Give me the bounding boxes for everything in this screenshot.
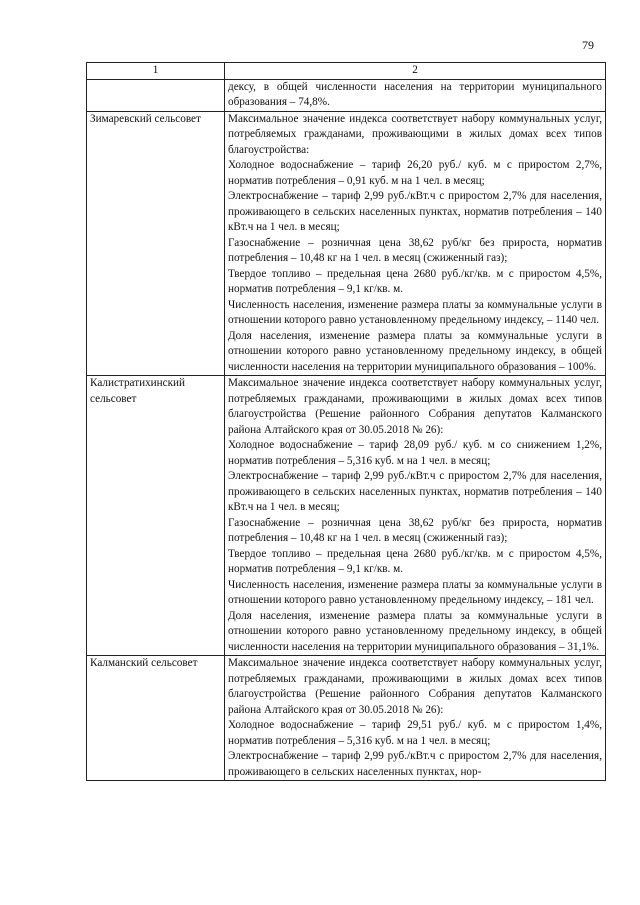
paragraph: Электроснабжение – тариф 2,99 руб./кВт.ч с приростом 2,7% для населения, проживающего в сельских населенных пунктах, норматив потребления – 140 кВт.ч на 1 чел. в месяц; [228,190,602,233]
paragraph: Электроснабжение – тариф 2,99 руб./кВт.ч с приростом 2,7% для населения, проживающего в сельских населенных пунктах, норматив потребления – 140 кВт.ч на 1 чел. в месяц; [228,470,602,513]
row-description [225,376,606,656]
table-row [87,656,606,781]
column-header-1: 1 [87,63,225,80]
municipality-name: Калманский сельсовет [87,656,225,781]
municipality-name: Зимаревский сельсовет [87,111,225,376]
paragraph: Численность населения, изменение размера платы за коммунальные услуги в отношении которого равно установленному предельному индексу, – 181 чел. [228,578,602,606]
paragraph: Максимальное значение индекса соответствует набору коммунальных услуг, потребляемых гражданами, проживающими в жилых домах всех типов благоустройства (Решение районного Собрания депутатов Калманского района Алтайского края от 30.05.2018 № 26): [228,377,602,436]
document-table [86,62,606,781]
page-number: 79 [582,38,594,52]
table-row [87,111,606,376]
paragraph: Твердое топливо – предельная цена 2680 руб./кг/кв. м с приростом 4,5%, норматив потребления – 9,1 кг/кв. м. [228,267,602,295]
paragraph: Газоснабжение – розничная цена 38,62 руб/кг без прироста, норматив потребления – 10,48 кг на 1 чел. в месяц (сжиженный газ); [228,516,602,544]
table-row [87,376,606,656]
paragraph: Максимальное значение индекса соответствует набору коммунальных услуг, потребляемых гражданами, проживающими в жилых домах всех типов благоустройства (Решение районного Собрания депутатов Калманского района Алтайского края от 30.05.2018 № 26): [228,657,602,716]
municipality-name [87,79,225,111]
paragraph: Электроснабжение – тариф 2,99 руб./кВт.ч с приростом 2,7% для населения, проживающего в сельских населенных пунктах, нор- [228,750,602,778]
paragraph: Холодное водоснабжение – тариф 26,20 руб./ куб. м с приростом 2,7%, норматив потребления – 0,91 куб. м на 1 чел. в месяц; [228,159,602,187]
row-description [225,111,606,376]
row-description [225,79,606,111]
paragraph: Доля населения, изменение размера платы за коммунальные услуги в отношении которого равно установленному предельному индексу, в общей численности населения на территории муниципального образования – 100%. [228,329,602,373]
paragraph: Холодное водоснабжение – тариф 28,09 руб./ куб. м со снижением 1,2%, норматив потребления – 5,316 куб. м на 1 чел. в месяц; [228,439,602,467]
paragraph: Доля населения, изменение размера платы за коммунальные услуги в отношении которого равно установленному предельному индексу, в общей численности населения на территории муниципального образования – 31,1%. [228,609,602,653]
paragraph: Твердое топливо – предельная цена 2680 руб./кг/кв. м с приростом 4,5%, норматив потребления – 9,1 кг/кв. м. [228,547,602,575]
table-row [87,79,606,111]
table-header-row [87,63,606,80]
municipality-name: Калистратихинский сельсовет [87,376,225,656]
paragraph: Максимальное значение индекса соответствует набору коммунальных услуг, потребляемых гражданами, проживающими в жилых домах всех типов благоустройства: [228,112,602,156]
paragraph: Численность населения, изменение размера платы за коммунальные услуги в отношении которого равно установленному предельному индексу, – 1140 чел. [228,298,602,326]
paragraph: Газоснабжение – розничная цена 38,62 руб/кг без прироста, норматив потребления – 10,48 кг на 1 чел. в месяц (сжиженный газ); [228,236,602,264]
paragraph: дексу, в общей численности населения на территории муниципального образования – 74,8%. [228,80,602,108]
row-description [225,656,606,781]
paragraph: Холодное водоснабжение – тариф 29,51 руб./ куб. м с приростом 1,4%, норматив потребления – 5,316 куб. м на 1 чел. в месяц; [228,719,602,747]
column-header-2: 2 [225,63,606,80]
